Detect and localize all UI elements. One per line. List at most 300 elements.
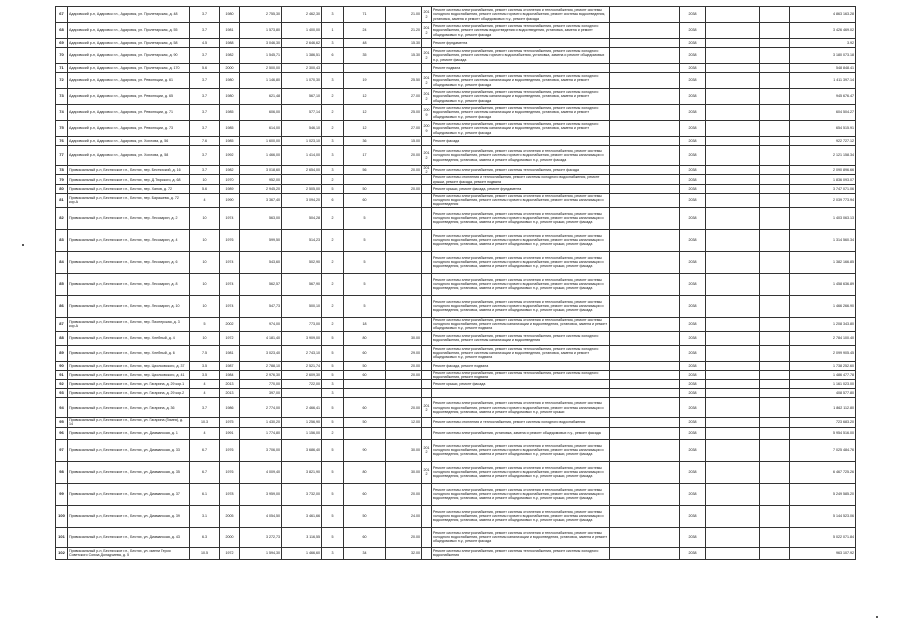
cost-cell: 1 411 397.14: [790, 73, 856, 89]
living-area-cell: 722,00: [282, 380, 322, 389]
living-area-cell: 1 256,90: [282, 418, 322, 427]
scan-speck: [22, 244, 24, 246]
works-cell: Ремонт системы электроснабжения, ремонт системы отопления и теплоснабжения, ремонт системы холодного водоснабжения, ремонт системы горячего водоснабжения, ремонт системы канализации и водоотведения, установка, замена и ремонт общедомовых п.у., ремонт крыши: [432, 398, 610, 418]
year-cell: 1974: [220, 251, 240, 273]
blank-cell: [706, 505, 760, 527]
living-area-cell: 546,10: [282, 121, 322, 137]
wear-cell: 27.00: [386, 89, 422, 105]
floors-cell: 5.6: [190, 184, 220, 193]
address-cell: Привокзальный р-н, Бестяхское г.п., Бестях, ул. Гагарина, д. 29 кор.2: [68, 389, 190, 398]
blank-cell: [760, 295, 790, 317]
floors-cell: 3.7: [190, 121, 220, 137]
table-row: [56, 64, 856, 73]
table-row: [56, 547, 856, 559]
floors-cell: 3.1: [190, 505, 220, 527]
wear-cell: 20.00: [386, 166, 422, 175]
wear-cell: 20.00: [386, 361, 422, 370]
address-cell: Привокзальный р-н, Бестяхское г.п., Бестях, пер. Лесозарин, д. 4: [68, 229, 190, 251]
year-cell: 1976: [220, 229, 240, 251]
blank-cell: [760, 229, 790, 251]
total-area-cell: 2 945,20: [240, 184, 282, 193]
address-cell: Привокзальный р-н, Бестяхское г.п., Бестях, ул. Диаманская, д. 35: [68, 461, 190, 483]
total-area-cell: 952,00: [240, 175, 282, 184]
wear-cell: 15.30: [386, 39, 422, 48]
cost-cell: 5 022 071.84: [790, 527, 856, 547]
address-cell: Адаровский р-н, Адаровск г.п., Адаровск, ул. Пролетарская, д. 48: [68, 7, 190, 23]
blank-cell: [610, 175, 680, 184]
year-cell: 1988: [220, 39, 240, 48]
year-cell: 1985: [220, 121, 240, 137]
living-area-cell: 2 505,00: [282, 184, 322, 193]
year-cell: 1985: [220, 105, 240, 121]
row-number: 69: [56, 39, 68, 48]
year-cell: 1986: [220, 398, 240, 418]
plan-year-cell: 2038: [680, 370, 706, 379]
floors-cell: 3.5: [190, 361, 220, 370]
blank-cell: [760, 361, 790, 370]
blank-cell: [706, 389, 760, 398]
table-row: [56, 121, 856, 137]
residents-cell: [344, 175, 386, 184]
floors-cell: 6.7: [190, 439, 220, 461]
last-repair-cell: [422, 175, 432, 184]
year-cell: 1991: [220, 427, 240, 439]
wear-cell: 30.00: [386, 461, 422, 483]
total-area-cell: 3 272,73: [240, 527, 282, 547]
works-cell: Ремонт системы электроснабжения, ремонт системы отопления и теплоснабжения, ремонт системы холодного водоснабжения, ремонт системы горячего водоснабжения, ремонт системы канализации и водоотведения, установка, замена и ремонт общедомовых п.у., ремонт крыши, ремонт фасада: [432, 483, 610, 505]
works-cell: Ремонт системы электроснабжения, ремонт системы отопления и теплоснабжения, ремонт системы холодного водоснабжения, ремонт системы горячего водоснабжения, ремонт системы канализации и водоотведения: [432, 193, 610, 207]
residents-cell: 35: [344, 48, 386, 64]
blank-cell: [706, 229, 760, 251]
blank-cell: [706, 370, 760, 379]
plan-year-cell: 2038: [680, 483, 706, 505]
table-row: [56, 175, 856, 184]
wear-cell: [386, 389, 422, 398]
living-area-cell: 1 070,30: [282, 73, 322, 89]
blank-cell: [760, 439, 790, 461]
last-repair-cell: [422, 193, 432, 207]
address-cell: Привокзальный р-н, Бестяхское г.п., Бестях, ул. Диаманская, д. 33: [68, 439, 190, 461]
address-cell: Привокзальный р-н, Бестяхское г.п., Бестях, ул. Гагарина, д. 29 кор.1: [68, 380, 190, 389]
year-cell: 1982: [220, 166, 240, 175]
wear-cell: 24.00: [386, 505, 422, 527]
blank-cell: [706, 64, 760, 73]
cost-cell: 654 515.91: [790, 121, 856, 137]
residents-cell: 60: [344, 370, 386, 379]
cost-cell: 3.92: [790, 39, 856, 48]
cost-cell: 1 738 252.60: [790, 361, 856, 370]
year-cell: 1990: [220, 193, 240, 207]
floors-cell: 4: [190, 389, 220, 398]
wear-cell: 30.00: [386, 439, 422, 461]
floors-cell: 3.7: [190, 48, 220, 64]
plan-year-cell: 2038: [680, 121, 706, 137]
entrances-cell: 3: [322, 7, 344, 23]
entrances-cell: 5: [322, 439, 344, 461]
row-number: 81: [56, 193, 68, 207]
year-cell: 1974: [220, 295, 240, 317]
table-row: [56, 207, 856, 229]
last-repair-cell: [422, 389, 432, 398]
row-number: 72: [56, 73, 68, 89]
row-number: 78: [56, 166, 68, 175]
table-row: [56, 7, 856, 23]
blank-cell: [610, 370, 680, 379]
address-cell: Привокзальный р-н, Бестяхское г.п., Бестях, ул. Диаманская, д. 43: [68, 527, 190, 547]
floors-cell: 3.7: [190, 105, 220, 121]
total-area-cell: 614,00: [240, 121, 282, 137]
total-area-cell: 1 430,20: [240, 418, 282, 427]
blank-cell: [706, 398, 760, 418]
row-number: 84: [56, 251, 68, 273]
entrances-cell: 3: [322, 389, 344, 398]
total-area-cell: 2 788,10: [240, 361, 282, 370]
living-area-cell: 2 646,62: [282, 39, 322, 48]
blank-cell: [760, 7, 790, 23]
works-cell: Ремонт системы электроснабжения, ремонт системы теплоснабжения, ремонт системы холодного водоснабжения, ремонт системы водоотведения и водоотведения, установка, замена и ремонт общедомовых п.у., ремонт фасада: [432, 23, 610, 39]
document-sheet: [55, 6, 855, 560]
blank-cell: [760, 184, 790, 193]
blank-cell: [706, 317, 760, 331]
wear-cell: [386, 207, 422, 229]
address-cell: Привокзальный р-н, Бестяхское г.п., Бестях, ул. Диаманская, д. 1: [68, 427, 190, 439]
residents-cell: 50: [344, 418, 386, 427]
table-row: [56, 317, 856, 331]
address-cell: Адаровский р-н, Адаровск г.п., Адаровск, ул. Пролетарская, д. 55: [68, 23, 190, 39]
address-cell: Привокзальный р-н, Бестяхское г.п., Бестях, ул. имени Героя Советского Союза Доладчиева, д. 5: [68, 547, 190, 559]
blank-cell: [610, 64, 680, 73]
floors-cell: 10: [190, 273, 220, 295]
entrances-cell: 3: [322, 39, 344, 48]
wear-cell: [386, 229, 422, 251]
blank-cell: [760, 380, 790, 389]
year-cell: 2005: [220, 505, 240, 527]
blank-cell: [610, 505, 680, 527]
plan-year-cell: 2038: [680, 380, 706, 389]
residents-cell: 19: [344, 73, 386, 89]
last-repair-cell: 2009: [422, 105, 432, 121]
works-cell: Ремонт системы электроснабжения, ремонт системы отопления и теплоснабжения, ремонт системы холодного водоснабжения, ремонт системы горячего водоснабжения, ремонт системы канализации и водоотведения, установка, замена и ремонт общедомовых п.у., ремонт крыши, ремонт фасада: [432, 251, 610, 273]
plan-year-cell: 2038: [680, 461, 706, 483]
row-number: 77: [56, 146, 68, 166]
cost-cell: 1 486 477.78: [790, 370, 856, 379]
last-repair-cell: 2012: [422, 7, 432, 23]
row-number: 74: [56, 105, 68, 121]
works-cell: Ремонт системы электроснабжения, ремонт системы теплоснабжения, ремонт системы холодного водоснабжения, ремонт системы канализации и водоотведения, установка, замена и ремонт общедомовых п.у., ремонт фасада: [432, 121, 610, 137]
total-area-cell: 606,00: [240, 105, 282, 121]
cost-cell: 5 954 516.00: [790, 427, 856, 439]
blank-cell: [706, 137, 760, 146]
entrances-cell: 3: [322, 166, 344, 175]
total-area-cell: 562,57: [240, 273, 282, 295]
blank-cell: [610, 137, 680, 146]
floors-cell: 3.7: [190, 73, 220, 89]
total-area-cell: 4 054,50: [240, 505, 282, 527]
works-cell: Ремонт системы электроснабжения, ремонт системы теплоснабжения, ремонт системы холодного водоснабжения, ремонт подвала: [432, 370, 610, 379]
address-cell: Привокзальный р-н, Бестяхское г.п., Бестях, пер. Д.Тюрского, д. 68: [68, 175, 190, 184]
blank-cell: [706, 547, 760, 559]
address-cell: Привокзальный р-н, Бестяхское г.п., Бестях, пер. Лесозарин, д. 8: [68, 273, 190, 295]
blank-cell: [706, 193, 760, 207]
blank-cell: [610, 317, 680, 331]
floors-cell: 10: [190, 251, 220, 273]
row-number: 76: [56, 137, 68, 146]
cost-cell: 1 836 093.07: [790, 175, 856, 184]
entrances-cell: 6: [322, 193, 344, 207]
blank-cell: [610, 380, 680, 389]
plan-year-cell: 2038: [680, 418, 706, 427]
year-cell: 2000: [220, 527, 240, 547]
total-area-cell: 1 573,80: [240, 23, 282, 39]
wear-cell: 20.00: [386, 146, 422, 166]
living-area-cell: 3 094,20: [282, 193, 322, 207]
year-cell: 1972: [220, 547, 240, 559]
housing-repair-table: [55, 6, 856, 560]
row-number: 73: [56, 89, 68, 105]
address-cell: Привокзальный р-н, Бестяхское г.п., Бестях, пер. Лесозарин, д. 6: [68, 251, 190, 273]
entrances-cell: 5: [322, 184, 344, 193]
blank-cell: [610, 121, 680, 137]
row-number: 102: [56, 547, 68, 559]
cost-cell: 723 683.20: [790, 418, 856, 427]
wear-cell: 20.00: [386, 398, 422, 418]
blank-cell: [706, 439, 760, 461]
entrances-cell: 3: [322, 380, 344, 389]
living-area-cell: 1 400,00: [282, 23, 322, 39]
last-repair-cell: [422, 418, 432, 427]
entrances-cell: 2: [322, 89, 344, 105]
last-repair-cell: [422, 229, 432, 251]
living-area-cell: 3 116,55: [282, 527, 322, 547]
table-row: [56, 105, 856, 121]
residents-cell: 90: [344, 439, 386, 461]
blank-cell: [706, 295, 760, 317]
residents-cell: 80: [344, 461, 386, 483]
wear-cell: 15.30: [386, 48, 422, 64]
floors-cell: 3.7: [190, 7, 220, 23]
living-area-cell: 577,14: [282, 105, 322, 121]
wear-cell: 29.00: [386, 345, 422, 361]
address-cell: Адаровский р-н, Адаровск г.п., Адаровск, ул. Хохлова, д. 56: [68, 137, 190, 146]
works-cell: Ремонт системы электроснабжения, ремонт системы отопления и теплоснабжения, ремонт системы холодного водоснабжения, ремонт системы горячего водоснабжения, ремонт системы канализации и водоотведения, установка, замена и ремонт общедомовых п.у., ремонт крыши, ремонт фасада: [432, 461, 610, 483]
entrances-cell: 2: [322, 207, 344, 229]
plan-year-cell: 2038: [680, 105, 706, 121]
entrances-cell: 2: [322, 105, 344, 121]
wear-cell: 25.00: [386, 105, 422, 121]
total-area-cell: 621,48: [240, 89, 282, 105]
living-area-cell: 1 023,10: [282, 137, 322, 146]
works-cell: Ремонт системы электроснабжения, ремонт системы отопления и теплоснабжения, ремонт системы холодного водоснабжения, ремонт системы горячего водоснабжения, ремонт системы канализации и водоотведения, установка, замена и ремонт общедомовых п.у., ремонт крыши, ремонт фасада: [432, 207, 610, 229]
address-cell: Привокзальный р-н, Бестяхское г.п., Бестях, ул. Диаманская, д. 37: [68, 483, 190, 505]
blank-cell: [706, 483, 760, 505]
table-row: [56, 483, 856, 505]
blank-cell: [706, 73, 760, 89]
floors-cell: 3.7: [190, 146, 220, 166]
blank-cell: [610, 439, 680, 461]
cost-cell: 408 577.80: [790, 389, 856, 398]
living-area-cell: 2 743,10: [282, 345, 322, 361]
entrances-cell: 5: [322, 398, 344, 418]
floors-cell: 10: [190, 295, 220, 317]
living-area-cell: 1 386,51: [282, 48, 322, 64]
blank-cell: [610, 184, 680, 193]
residents-cell: 12: [344, 89, 386, 105]
last-repair-cell: 2012: [422, 146, 432, 166]
blank-cell: [760, 166, 790, 175]
living-area-cell: 3 461,66: [282, 505, 322, 527]
works-cell: Ремонт системы электроснабжения, ремонт системы отопления и теплоснабжения, ремонт системы холодного водоснабжения, ремонт системы горячего водоснабжения, ремонт системы водоотведения, установка, замена и ремонт общедомовых п.у., ремонт фасада: [432, 7, 610, 23]
year-cell: 1976: [220, 439, 240, 461]
floors-cell: 10: [190, 229, 220, 251]
wear-cell: 15.00: [386, 137, 422, 146]
total-area-cell: 397,00: [240, 389, 282, 398]
blank-cell: [706, 380, 760, 389]
cost-cell: 2 121 158.34: [790, 146, 856, 166]
blank-cell: [610, 207, 680, 229]
cost-cell: 1 403 063.13: [790, 207, 856, 229]
wear-cell: [386, 380, 422, 389]
blank-cell: [760, 137, 790, 146]
last-repair-cell: [422, 345, 432, 361]
cost-cell: 4 863 163.28: [790, 7, 856, 23]
wear-cell: [386, 64, 422, 73]
wear-cell: 30.00: [386, 331, 422, 345]
entrances-cell: 5: [322, 418, 344, 427]
row-number: 79: [56, 175, 68, 184]
wear-cell: [386, 295, 422, 317]
plan-year-cell: 2038: [680, 193, 706, 207]
works-cell: Ремонт подвалa: [432, 64, 610, 73]
address-cell: Привокзальный р-н, Бестяхское г.п., Бестях, пер. Барашева, д. 72 кор.А: [68, 193, 190, 207]
works-cell: Ремонт системы электроснабжения, ремонт системы отопления и теплоснабжения, ремонт системы холодного водоснабжения, ремонт системы горячего водоснабжения, ремонт системы канализации и водоотведения, установка, замена и ремонт общедомовых п.у., ремонт крыши, ремонт фасада: [432, 505, 610, 527]
floors-cell: 10.3: [190, 418, 220, 427]
wear-cell: [386, 251, 422, 273]
wear-cell: [386, 175, 422, 184]
entrances-cell: 3: [322, 547, 344, 559]
wear-cell: 12.00: [386, 418, 422, 427]
total-area-cell: 543,60: [240, 251, 282, 273]
address-cell: Адаровский р-н, Адаровск г.п., Адаровск, ул. Революции, д. 65: [68, 89, 190, 105]
plan-year-cell: 2038: [680, 345, 706, 361]
plan-year-cell: 2038: [680, 427, 706, 439]
last-repair-cell: 2012: [423, 166, 430, 175]
row-number: 100: [56, 505, 68, 527]
living-area-cell: 500,10: [282, 295, 322, 317]
plan-year-cell: 2038: [680, 439, 706, 461]
works-cell: Ремонт системы электроснабжения, ремонт системы отопления и теплоснабжения, ремонт системы холодного водоснабжения, ремонт системы горячего водоснабжения, ремонт системы канализации и водоотведения, установка, замена и ремонт общедомовых п.у., ремонт крыши, ремонт фасада: [432, 439, 610, 461]
works-cell: Ремонт системы электроснабжения, ремонт системы теплоснабжения, ремонт системы холодного водоснабжения, ремонт системы канализации и водоотведения: [432, 331, 610, 345]
address-cell: Привокзальный р-н, Бестяхское г.п., Бестях, пер. Хлебный, д. 4: [68, 331, 190, 345]
plan-year-cell: 2038: [680, 73, 706, 89]
residents-cell: 60: [344, 483, 386, 505]
works-cell: Ремонт системы электроснабжения, ремонт системы теплоснабжения, ремонт фасада: [432, 166, 610, 175]
last-repair-cell: [422, 184, 432, 193]
cost-cell: 604 504.27: [790, 105, 856, 121]
living-area-cell: 502,90: [282, 251, 322, 273]
address-cell: Привокзальный р-н, Бестяхское г.п., Бестях, пер. Лесозарин, д. 10: [68, 295, 190, 317]
last-repair-cell: [422, 547, 432, 559]
last-repair-cell: [422, 505, 432, 527]
year-cell: 1980: [220, 73, 240, 89]
residents-cell: 12: [344, 105, 386, 121]
cost-cell: 1 466 266.90: [790, 295, 856, 317]
entrances-cell: 2: [322, 273, 344, 295]
works-cell: Ремонт крыши, ремонт фасада, ремонт фундамента: [432, 184, 610, 193]
wear-cell: 20.00: [386, 527, 422, 547]
floors-cell: 4: [190, 380, 220, 389]
blank-cell: [760, 73, 790, 89]
plan-year-cell: 2038: [680, 229, 706, 251]
works-cell: Ремонт системы отопления и теплоснабжения, ремонт системы холодного водоснабжения: [432, 418, 610, 427]
address-cell: Адаровский р-н, Адаровск г.п., Адаровск, ул. Пролетарская, д. 170: [68, 64, 190, 73]
works-cell: Ремонт системы электроснабжения, ремонт системы теплоснабжения, ремонт системы холодного водоснабжения, ремонт системы канализации и водоотведения, установка, замена и ремонт общедомовых п.у., ремонт подвала: [432, 345, 610, 361]
total-area-cell: 1 600,00: [240, 137, 282, 146]
year-cell: 2013: [220, 389, 240, 398]
total-area-cell: 4 009,40: [240, 461, 282, 483]
entrances-cell: 2: [322, 121, 344, 137]
entrances-cell: 5: [322, 345, 344, 361]
year-cell: 1989: [220, 184, 240, 193]
blank-cell: [706, 527, 760, 547]
wear-cell: [386, 273, 422, 295]
works-cell: Ремонт системы электроснабжения, ремонт системы теплоснабжения, ремонт системы холодного водоснабжения: [432, 547, 610, 559]
blank-cell: [610, 295, 680, 317]
works-cell: Ремонт системы электроснабжения, ремонт системы отопления и теплоснабжения, ремонт системы холодного водоснабжения, ремонт системы канализации и водоотведения, установка, замена и ремонт общедомовых п.у., ремонт фасада: [432, 527, 610, 547]
cost-cell: 1 862 112.80: [790, 398, 856, 418]
residents-cell: 36: [344, 137, 386, 146]
residents-cell: 17: [344, 146, 386, 166]
table-row: [56, 461, 856, 483]
blank-cell: [706, 361, 760, 370]
entrances-cell: 1: [322, 23, 344, 39]
blank-cell: [610, 418, 680, 427]
plan-year-cell: 2038: [680, 389, 706, 398]
total-area-cell: 2 774,00: [240, 398, 282, 418]
works-cell: Ремонт системы электроснабжения, ремонт системы отопления и теплоснабжения, ремонт системы холодного водоснабжения, ремонт системы канализации и водоотведения, установка, замена и ремонт общедомовых п.у., ремонт подвала: [432, 317, 610, 331]
residents-cell: 60: [344, 398, 386, 418]
wear-cell: 32.00: [386, 547, 422, 559]
entrances-cell: 2: [322, 317, 344, 331]
row-number: 93: [56, 389, 68, 398]
residents-cell: [344, 64, 386, 73]
living-area-cell: 2 654,00: [282, 166, 322, 175]
residents-cell: 34: [344, 547, 386, 559]
residents-cell: 24: [344, 23, 386, 39]
blank-cell: [610, 166, 680, 175]
cost-cell: 1 161 023.00: [790, 380, 856, 389]
blank-cell: [706, 251, 760, 273]
address-cell: Привокзальный р-н, Бестяхское г.п., Бестях, пер. Пионерская, д. 3 кор.А: [68, 317, 190, 331]
living-area-cell: 2 300,43: [282, 64, 322, 73]
cost-cell: 963 107.92: [790, 547, 856, 559]
floors-cell: 10: [190, 175, 220, 184]
total-area-cell: 974,00: [240, 317, 282, 331]
plan-year-cell: 2038: [680, 48, 706, 64]
residents-cell: [344, 389, 386, 398]
floors-cell: 5.6: [190, 64, 220, 73]
blank-cell: [760, 273, 790, 295]
residents-cell: 60: [344, 193, 386, 207]
total-area-cell: 770,00: [240, 380, 282, 389]
row-number: 97: [56, 439, 68, 461]
living-area-cell: 3 909,00: [282, 331, 322, 345]
wear-cell: [386, 193, 422, 207]
living-area-cell: 2 521,74: [282, 361, 322, 370]
residents-cell: 56: [344, 166, 386, 175]
year-cell: 2002: [220, 317, 240, 331]
residents-cell: 60: [344, 345, 386, 361]
blank-cell: [610, 483, 680, 505]
